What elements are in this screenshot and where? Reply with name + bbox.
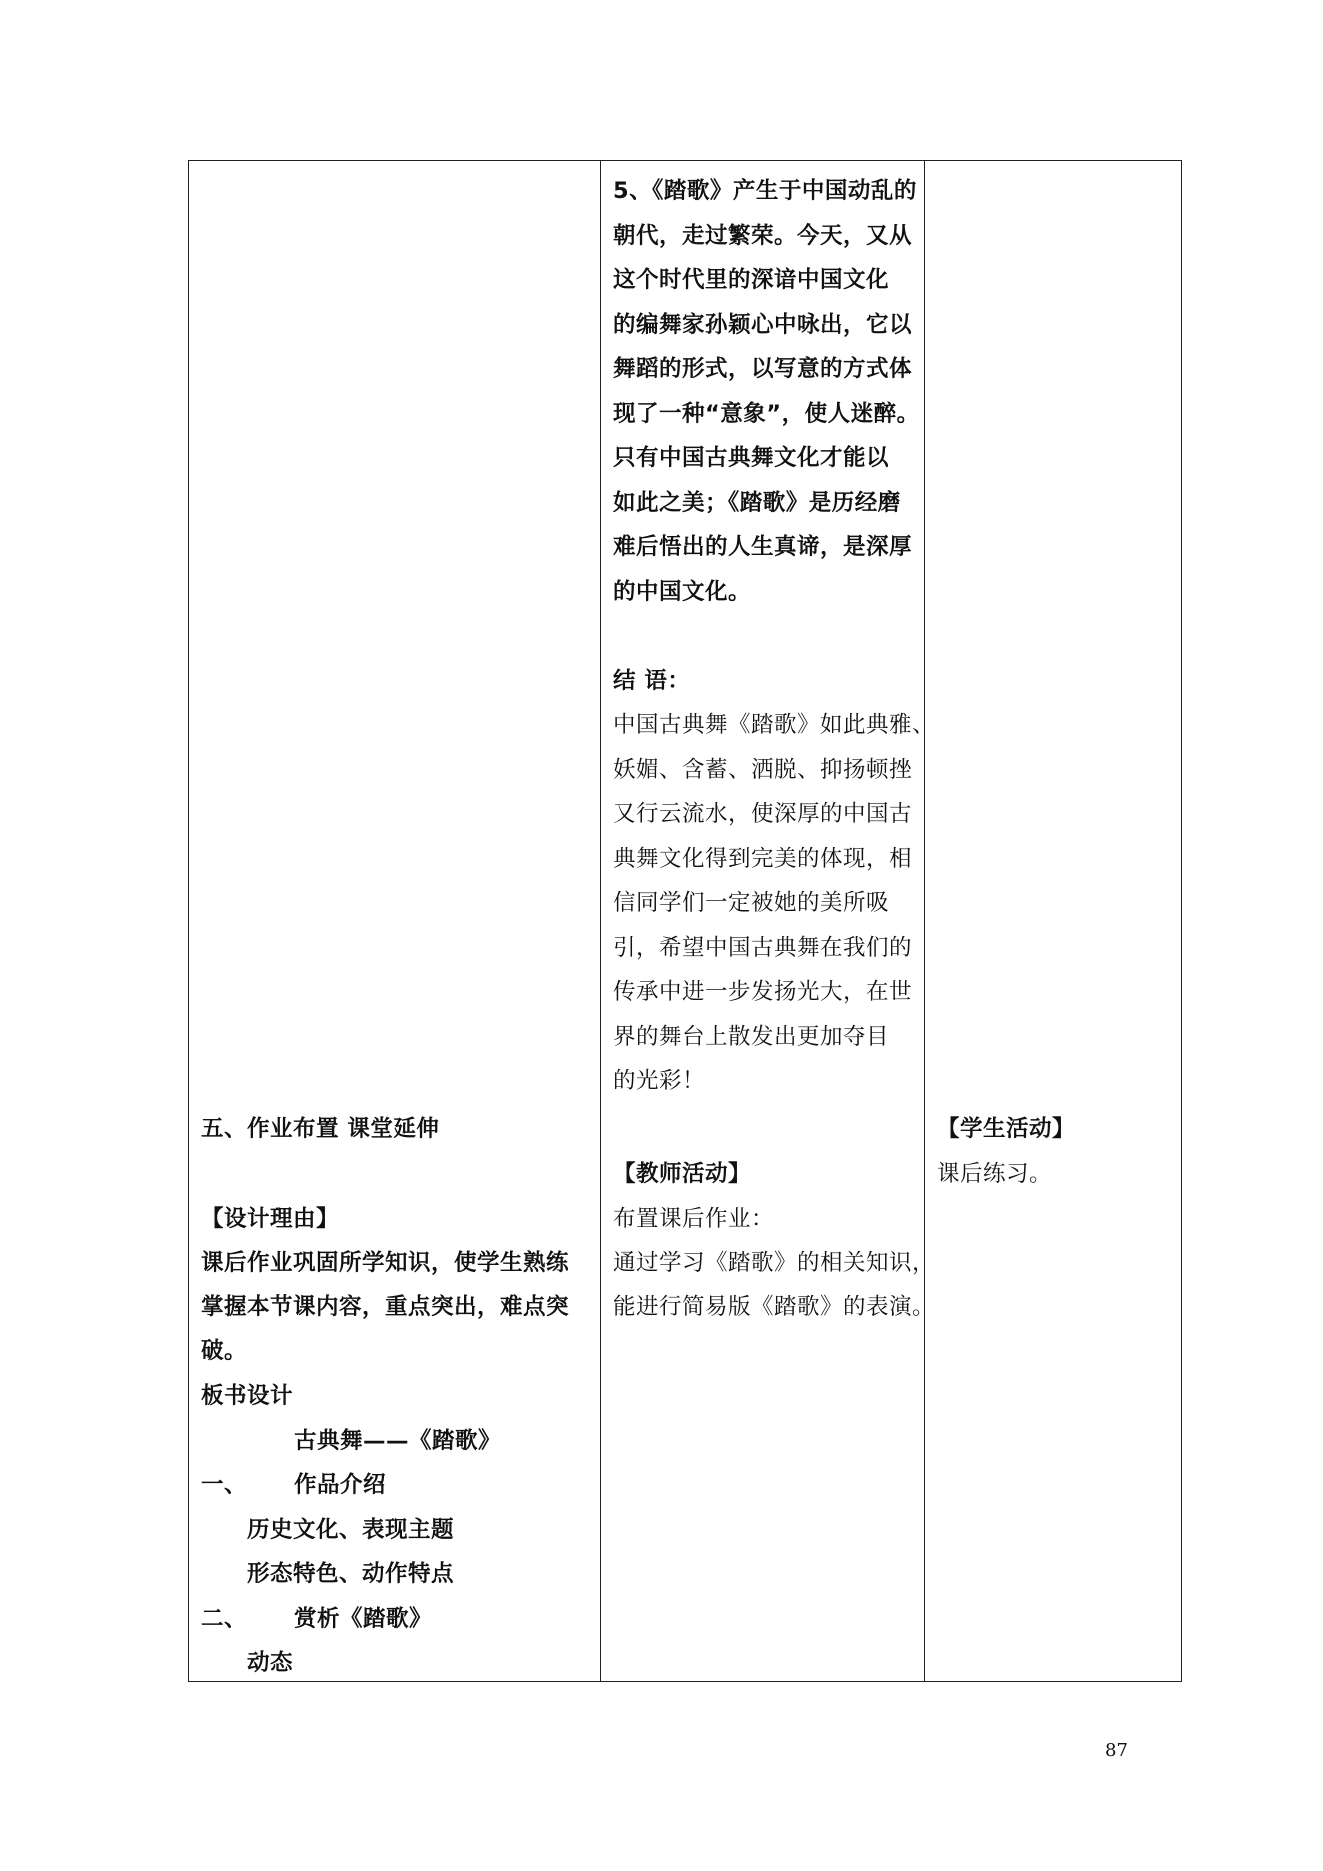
- board-title: 古典舞——《踏歌》: [294, 1428, 502, 1454]
- paragraph-line: 的中国文化。: [613, 579, 752, 605]
- board-subitem: 形态特色、动作特点: [247, 1561, 455, 1587]
- student-activity-heading: 【学生活动】: [937, 1116, 1076, 1142]
- board-subitem: 历史文化、表现主题: [247, 1517, 455, 1543]
- board-item-label: 赏析《踏歌》: [294, 1606, 433, 1632]
- conclusion-line: 传承中进一步发扬光大，在世: [613, 979, 913, 1005]
- paragraph-line: 现了一种“意象”，使人迷醉。: [613, 401, 920, 427]
- teacher-activity-line: 能进行简易版《踏歌》的表演。: [613, 1294, 936, 1320]
- page-number: 87: [1105, 1740, 1128, 1761]
- section-title: 五、作业布置 课堂延伸: [201, 1116, 440, 1142]
- board-item-number: 二、: [201, 1606, 248, 1632]
- board-item-label: 作品介绍: [294, 1472, 387, 1498]
- conclusion-line: 的光彩！: [613, 1068, 706, 1094]
- teacher-column: [601, 161, 936, 1681]
- conclusion-line: 引，希望中国古典舞在我们的: [613, 935, 913, 961]
- paragraph-line: 朝代，走过繁荣。今天，又从: [613, 223, 913, 249]
- paragraph-line: 舞蹈的形式，以写意的方式体: [613, 356, 913, 382]
- conclusion-line: 界的舞台上散发出更加夺目: [613, 1024, 890, 1050]
- paragraph-line: 如此之美；《踏歌》是历经磨: [613, 490, 901, 516]
- lesson-plan-table: [188, 160, 1182, 1682]
- paragraph-line: 的编舞家孙颖心中咏出，它以: [613, 312, 913, 338]
- board-item-number: 一、: [201, 1472, 248, 1498]
- conclusion-line: 信同学们一定被她的美所吸: [613, 890, 890, 916]
- teacher-activity-line: 布置课后作业：: [613, 1206, 775, 1232]
- board-heading: 板书设计: [201, 1383, 294, 1409]
- board-subitem: 动态: [247, 1650, 294, 1676]
- paragraph-line: 这个时代里的深谙中国文化: [613, 267, 890, 293]
- reason-line: 破。: [201, 1338, 248, 1364]
- conclusion-heading: 结 语：: [613, 668, 691, 694]
- paragraph-line: 5、《踏歌》产生于中国动乱的: [613, 178, 917, 204]
- teacher-activity-heading: 【教师活动】: [613, 1161, 752, 1187]
- reason-heading: 【设计理由】: [201, 1206, 340, 1232]
- conclusion-line: 典舞文化得到完美的体现，相: [613, 846, 913, 872]
- student-activity-text: 课后练习。: [937, 1161, 1053, 1187]
- teacher-activity-line: 通过学习《踏歌》的相关知识，: [613, 1250, 936, 1276]
- reason-line: 课后作业巩固所学知识，使学生熟练: [201, 1250, 570, 1276]
- conclusion-line: 妖媚、含蓄、洒脱、抑扬顿挫: [613, 757, 913, 783]
- conclusion-line: 中国古典舞《踏歌》如此典雅、: [613, 712, 936, 738]
- paragraph-line: 只有中国古典舞文化才能以: [613, 445, 890, 471]
- student-column: [925, 161, 1181, 1681]
- reason-line: 掌握本节课内容，重点突出，难点突: [201, 1294, 570, 1320]
- paragraph-line: 难后悟出的人生真谛，是深厚: [613, 534, 913, 560]
- design-column: [189, 161, 601, 1681]
- conclusion-line: 又行云流水，使深厚的中国古: [613, 801, 913, 827]
